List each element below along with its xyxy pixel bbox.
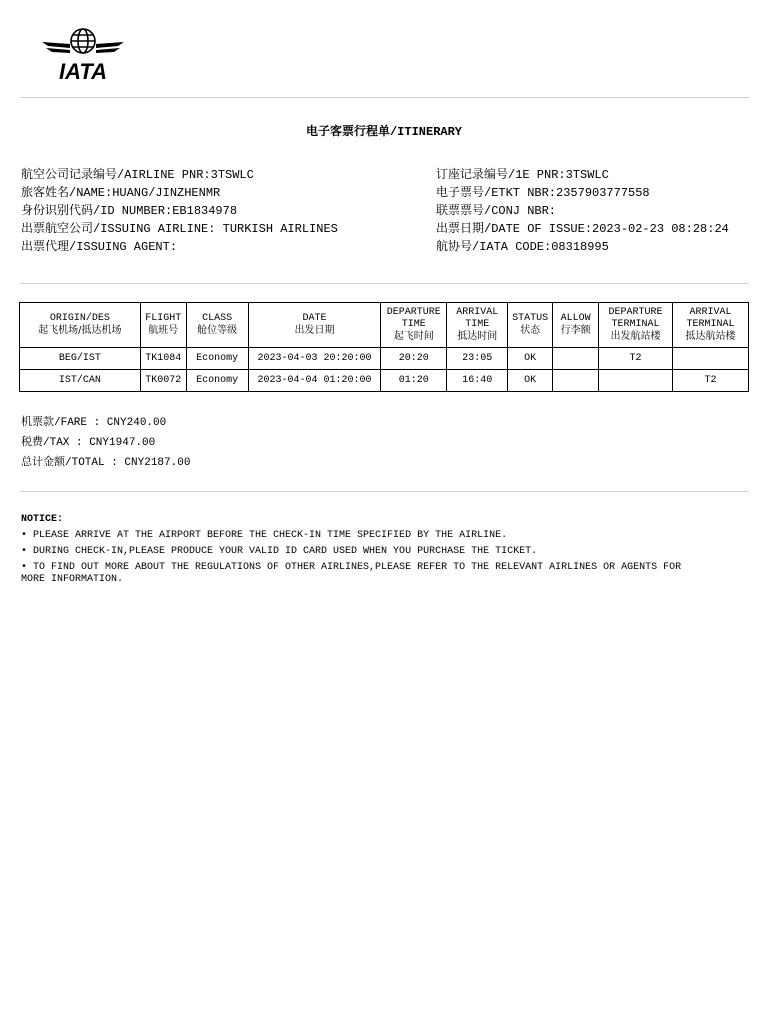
- notice-item: • PLEASE ARRIVE AT THE AIRPORT BEFORE THE CHECK-IN TIME SPECIFIED BY THE AIRLINE.: [21, 530, 508, 541]
- cell-allow: [553, 348, 599, 370]
- col-header-arrival-terminal: ARRIVAL TERMINAL 抵达航站楼: [673, 303, 749, 348]
- col-header-departure-terminal: DEPARTURE TERMINAL 出发航站楼: [599, 303, 673, 348]
- divider: [20, 97, 749, 98]
- divider: [20, 283, 749, 284]
- col-header-class: CLASS 舱位等级: [186, 303, 248, 348]
- tax-line: 税费/TAX : CNY1947.00: [21, 437, 156, 449]
- info-right: [436, 166, 729, 256]
- notice-item: • DURING CHECK-IN,PLEASE PRODUCE YOUR VALID ID CARD USED WHEN YOU PURCHASE THE TICKET.: [21, 546, 538, 557]
- cell-departure-terminal: T2: [599, 348, 673, 370]
- col-header-date: DATE 出发日期: [248, 303, 381, 348]
- issuing-agent: 出票代理/ISSUING AGENT:: [21, 240, 178, 254]
- col-header-status: STATUS 状态: [508, 303, 553, 348]
- eticket-number: 电子票号/ETKT NBR:2357903777558: [436, 186, 650, 200]
- notice-heading: NOTICE:: [21, 514, 64, 525]
- cell-arrival-time: 23:05: [447, 348, 508, 370]
- conj-number: 联票票号/CONJ NBR:: [436, 204, 557, 218]
- info-left: [21, 166, 338, 256]
- passenger-name: 旅客姓名/NAME:HUANG/JINZHENMR: [21, 186, 221, 200]
- fare-summary: [21, 413, 190, 473]
- col-header-flight: FLIGHT 航班号: [140, 303, 186, 348]
- cell-date: 2023-04-04 01:20:00: [248, 370, 381, 392]
- cell-origin: IST/CAN: [20, 370, 141, 392]
- iata-logo: [40, 26, 126, 82]
- col-header-arrival-time: ARRIVAL TIME 抵达时间: [447, 303, 508, 348]
- cell-flight: TK1084: [140, 348, 186, 370]
- page-title: 电子客票行程单/ITINERARY: [305, 125, 462, 139]
- cell-class: Economy: [186, 348, 248, 370]
- cell-departure-time: 01:20: [381, 370, 447, 392]
- cell-arrival-terminal: [673, 348, 749, 370]
- booking-pnr: 订座记录编号/1E PNR:3TSWLC: [436, 168, 609, 182]
- notice-section: [21, 514, 711, 590]
- itinerary-table: [19, 302, 749, 392]
- cell-status: OK: [508, 370, 553, 392]
- notice-item: • TO FIND OUT MORE ABOUT THE REGULATIONS OF OTHER AIRLINES,PLEASE REFER TO THE RELEVANT AIRLINES OR AGENTS FOR MORE INFORMATION.: [21, 562, 682, 585]
- iata-code: 航协号/IATA CODE:08318995: [436, 240, 609, 254]
- airline-pnr: 航空公司记录编号/AIRLINE PNR:3TSWLC: [21, 168, 254, 182]
- cell-flight: TK0072: [140, 370, 186, 392]
- id-number: 身份识别代码/ID NUMBER:EB1834978: [21, 204, 238, 218]
- divider: [20, 491, 749, 492]
- cell-date: 2023-04-03 20:20:00: [248, 348, 381, 370]
- issuing-airline: 出票航空公司/ISSUING AIRLINE: TURKISH AIRLINES: [21, 222, 338, 236]
- col-header-allow: ALLOW 行李额: [553, 303, 599, 348]
- cell-arrival-terminal: T2: [673, 370, 749, 392]
- table-row: [20, 370, 749, 392]
- total-line: 总计金额/TOTAL : CNY2187.00: [21, 457, 191, 469]
- cell-status: OK: [508, 348, 553, 370]
- cell-allow: [553, 370, 599, 392]
- table-header-row: [20, 303, 749, 348]
- col-header-departure-time: DEPARTURE TIME 起飞时间: [381, 303, 447, 348]
- cell-departure-terminal: [599, 370, 673, 392]
- fare-line: 机票款/FARE : CNY240.00: [21, 417, 167, 429]
- logo-text: IATA: [58, 59, 108, 82]
- date-of-issue: 出票日期/DATE OF ISSUE:2023-02-23 08:28:24: [436, 222, 729, 236]
- table-row: [20, 348, 749, 370]
- col-header-origin: ORIGIN/DES 起飞机场/抵达机场: [20, 303, 141, 348]
- cell-arrival-time: 16:40: [447, 370, 508, 392]
- cell-departure-time: 20:20: [381, 348, 447, 370]
- globe-icon: [71, 29, 95, 53]
- cell-origin: BEG/IST: [20, 348, 141, 370]
- cell-class: Economy: [186, 370, 248, 392]
